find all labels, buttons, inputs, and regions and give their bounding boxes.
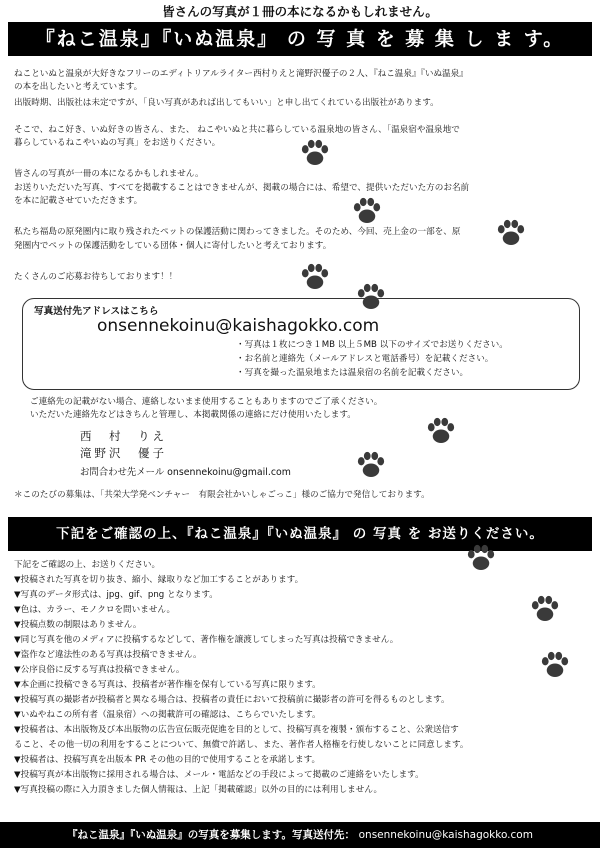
terms-line: ▼写真のデータ形式は、jpg、gif、png となります。	[14, 590, 218, 600]
terms-line: ▼いぬやねこの所有者（温泉宿）への掲載許可の確認は、こちらでいたします。	[14, 710, 321, 720]
paw-print-icon	[426, 416, 456, 446]
terms-banner: 下記をご確認の上、『ねこ温泉』『いぬ温泉』 の 写真 を お送りください。	[8, 517, 592, 551]
intro-line: を本に記載させていただきます。	[14, 196, 143, 206]
author-name: 西 村 りえ	[80, 429, 167, 443]
inquiry-email[interactable]: お問合わせ先メール onsennekoinu@gmail.com	[80, 467, 291, 478]
submission-bullet: ・写真を撮った温泉地または温泉宿の名前を記載ください。	[236, 368, 469, 378]
intro-line: 私たち福島の原発圏内に取り残されたペットの保護活動に関わってきました。そのため、今回、売上金の一部を、原	[14, 227, 461, 237]
terms-line: ▼盗作など違法性のある写真は投稿できません。	[14, 650, 202, 660]
paw-print-icon	[356, 282, 386, 312]
paw-print-icon	[300, 138, 330, 168]
terms-line: ▼投稿写真が本出版物に採用される場合は、メール・電話などの手段によって掲載のご連絡をいたします。	[14, 770, 424, 780]
submission-bullet: ・お名前と連絡先（メールアドレスと電話番号）を記載ください。	[236, 354, 494, 364]
intro-line: 皆さんの写真が一冊の本になるかもしれません。	[14, 169, 204, 179]
terms-line: ▼投稿者は、投稿写真を出版本 PR その他の目的で使用することを承諾します。	[14, 755, 321, 765]
contact-note: いただいた連絡先などはきちんと管理し、本掲載関係の連絡にだけ使用いたします。	[30, 410, 356, 420]
intro-line: お送りいただいた写真、すべてを掲載することはできませんが、掲載の場合には、希望で、提供いただいた方のお名前	[14, 183, 470, 193]
paw-print-icon	[530, 594, 560, 624]
paw-print-icon	[496, 218, 526, 248]
paw-print-icon	[540, 650, 570, 680]
paw-print-icon	[356, 450, 386, 480]
author-name: 滝野沢 優子	[80, 446, 167, 460]
submission-heading: 写真送付先アドレスはこちら	[34, 306, 159, 317]
terms-line: ▼投稿点数の制限はありません。	[14, 620, 142, 630]
paw-print-icon	[466, 543, 496, 573]
intro-line: 暮らしているねこやいぬの写真」をお送りください。	[14, 138, 221, 148]
footer-label: 『ねこ温泉』『いぬ温泉』の写真を募集します。写真送付先：	[67, 829, 355, 841]
terms-line: ▼公序良俗に反する写真は投稿できません。	[14, 665, 185, 675]
paw-print-icon	[300, 262, 330, 292]
paw-print-icon	[352, 196, 382, 226]
terms-line: ▼投稿者は、本出版物及び本出版物の広告宣伝販売促進を目的として、投稿写真を複製・頒布すること、公衆送信す	[14, 725, 459, 735]
terms-line: ▼本企画に投稿できる写真は、投稿者が著作権を保有している写真に限ります。	[14, 680, 321, 690]
intro-line: 出版時期、出版社は未定ですが、「良い写真があれば出してもいい」と申し出てくれている出版社があります。	[14, 98, 439, 108]
intro-line: そこで、ねこ好き、いぬ好きの皆さん、また、 ねこやいぬと共に暮らしている温泉地の皆さん、「温泉宿や温泉地で	[14, 125, 460, 135]
title-banner: 『ねこ温泉』『いぬ温泉』 の 写 真 を 募 集 し ま す。	[8, 22, 592, 56]
terms-line: ▼色は、カラー、モノクロを問いません。	[14, 605, 176, 615]
cooperation-note: ＊このたびの募集は、「共栄大学発ベンチャー 有限会社かいしゃごっこ」様のご協力で発信しております。	[14, 490, 430, 500]
headline: 皆さんの写真が１冊の本になるかもしれません。	[162, 4, 438, 19]
contact-note: ご連絡先の記載がない場合、連絡しないまま使用することもありますのでご了承ください。	[30, 397, 383, 407]
terms-line: 下記をご確認の上、お送りください。	[14, 560, 161, 570]
terms-line: ること、その他一切の利用をすることについて、無償で許諾し、また、著作者人格権を行使しないことに同意します。	[14, 740, 469, 750]
terms-line: ▼同じ写真を他のメディアに投稿するなどして、著作権を譲渡してしまった写真は投稿できません。	[14, 635, 399, 645]
footer-bar	[0, 822, 600, 848]
footer-email-link[interactable]: onsennekoinu@kaishagokko.com	[358, 829, 533, 841]
terms-line: ▼投稿された写真を切り抜き、縮小、縁取りなど加工することがあります。	[14, 575, 304, 585]
intro-line: ねこといぬと温泉が大好きなフリーのエディトリアルライター西村りえと滝野沢優子の２人、『ねこ温泉』『いぬ温泉』	[14, 69, 468, 79]
terms-line: ▼写真投稿の際に入力頂きました個人情報は、上記「掲載確認」以外の目的には利用しません。	[14, 785, 383, 795]
submission-bullet: ・写真は１枚につき１MB 以上５MB 以下のサイズでお送りください。	[236, 340, 508, 350]
submission-email-link[interactable]: onsennekoinu@kaishagokko.com	[97, 316, 380, 336]
intro-line: の本を出したいと考えています。	[14, 82, 143, 92]
terms-line: ▼投稿写真の撮影者が投稿者と異なる場合は、投稿者の責任において投稿前に撮影者の許可を得るものとします。	[14, 695, 450, 705]
intro-line: 発圏内でペットの保護活動をしている団体・個人に寄付したいと考えております。	[14, 241, 332, 251]
intro-line: たくさんのご応募お待ちしております！！	[14, 272, 178, 282]
